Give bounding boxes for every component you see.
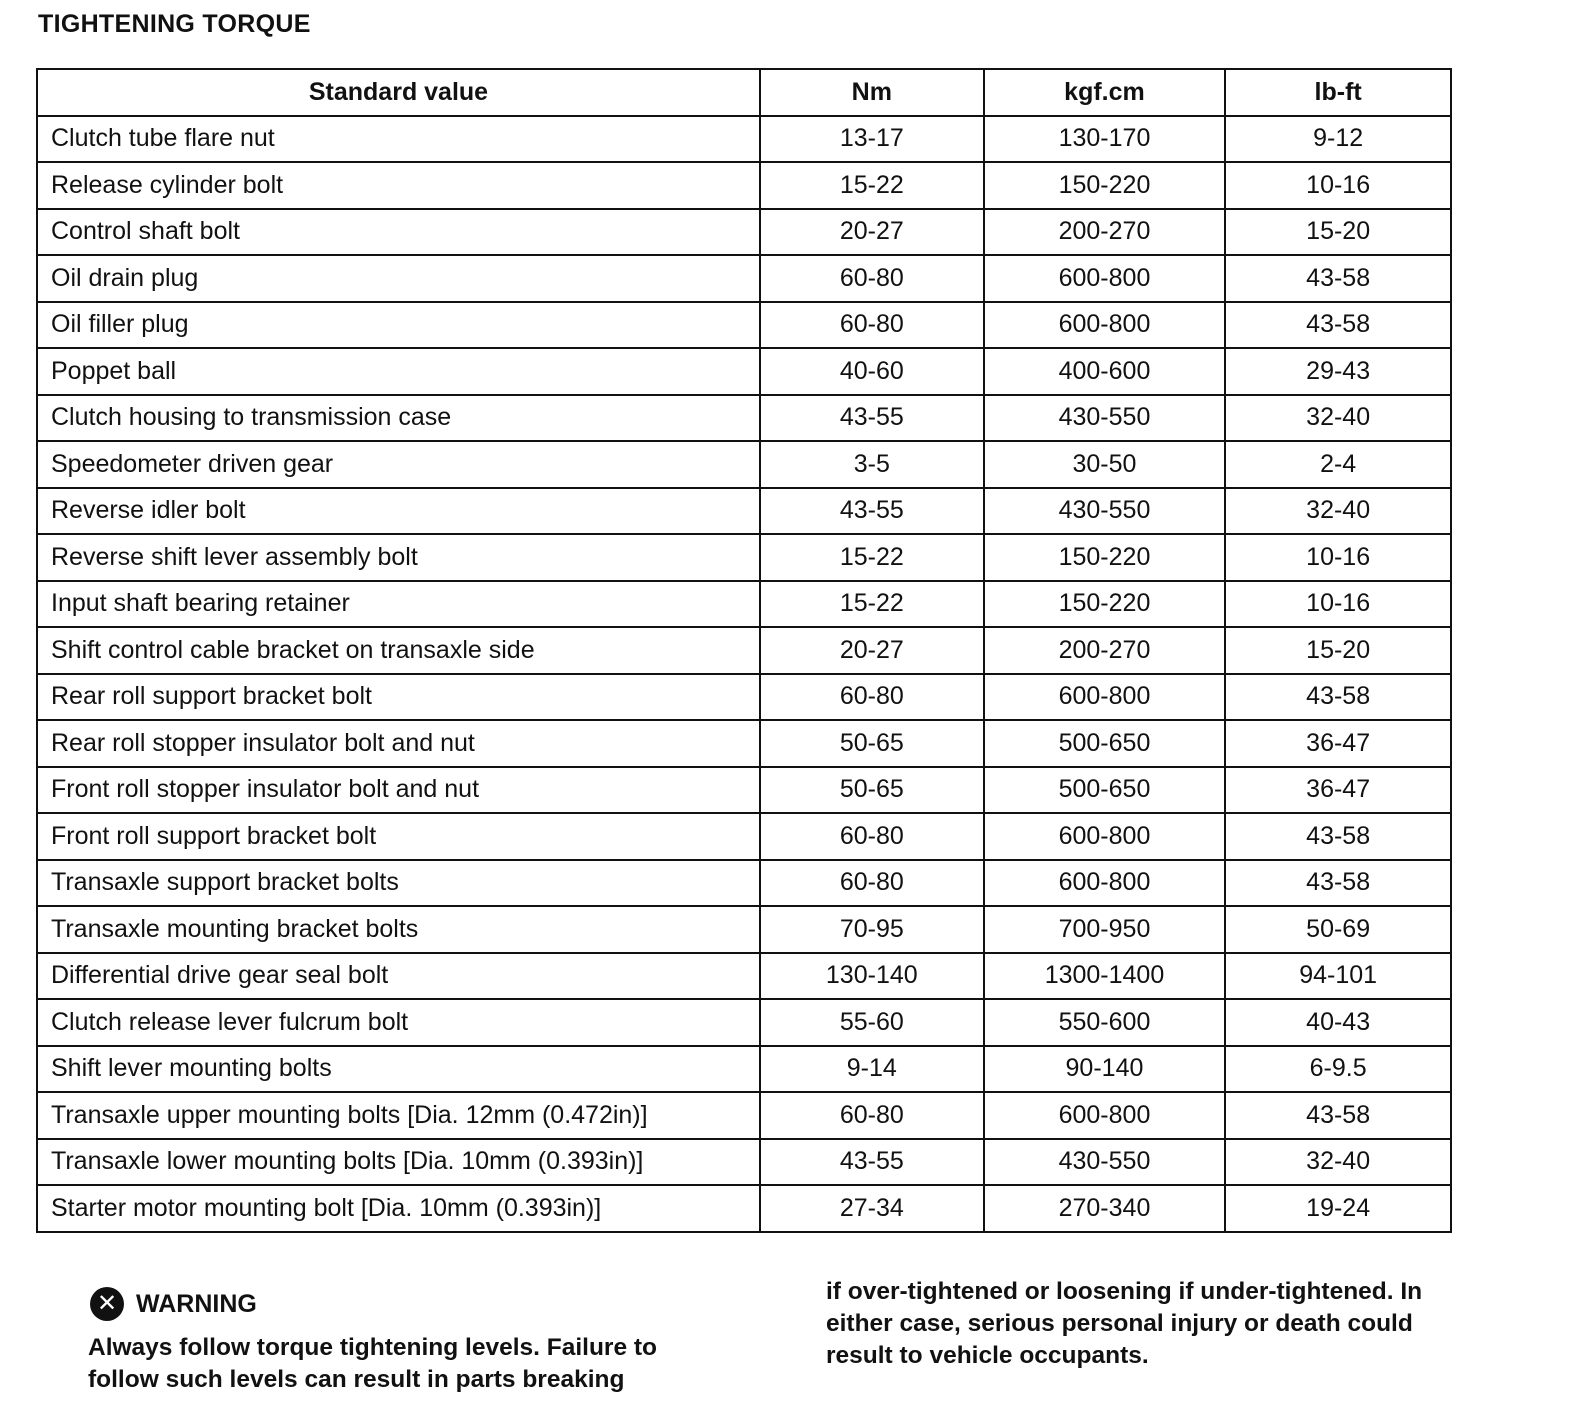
cell-lbft: 36-47 — [1225, 767, 1451, 814]
cell-lbft: 50-69 — [1225, 906, 1451, 953]
table-header-row — [37, 69, 1451, 116]
table-row — [37, 767, 1451, 814]
cell-nm: 20-27 — [760, 209, 984, 256]
cell-item: Speedometer driven gear — [37, 441, 760, 488]
cell-kgfcm: 500-650 — [984, 720, 1226, 767]
cell-item: Front roll support bracket bolt — [37, 813, 760, 860]
warning-label: WARNING — [136, 1289, 257, 1318]
cell-lbft: 43-58 — [1225, 813, 1451, 860]
cell-nm: 60-80 — [760, 674, 984, 721]
table-row — [37, 953, 1451, 1000]
cell-item: Transaxle support bracket bolts — [37, 860, 760, 907]
cell-item: Rear roll support bracket bolt — [37, 674, 760, 721]
table-row — [37, 116, 1451, 163]
cell-lbft: 43-58 — [1225, 302, 1451, 349]
cell-item: Clutch release lever fulcrum bolt — [37, 999, 760, 1046]
cell-item: Differential drive gear seal bolt — [37, 953, 760, 1000]
cell-item: Shift lever mounting bolts — [37, 1046, 760, 1093]
cell-lbft: 40-43 — [1225, 999, 1451, 1046]
cell-nm: 43-55 — [760, 1139, 984, 1186]
torque-table — [36, 68, 1452, 1233]
cell-lbft: 43-58 — [1225, 1092, 1451, 1139]
cell-kgfcm: 150-220 — [984, 534, 1226, 581]
cell-kgfcm: 600-800 — [984, 1092, 1226, 1139]
cell-kgfcm: 200-270 — [984, 627, 1226, 674]
cell-nm: 13-17 — [760, 116, 984, 163]
cell-item: Shift control cable bracket on transaxle side — [37, 627, 760, 674]
cell-nm: 9-14 — [760, 1046, 984, 1093]
table-row — [37, 999, 1451, 1046]
cell-lbft: 15-20 — [1225, 627, 1451, 674]
cell-item: Oil drain plug — [37, 255, 760, 302]
cell-lbft: 43-58 — [1225, 860, 1451, 907]
column-header-nm: Nm — [760, 69, 984, 116]
cell-kgfcm: 270-340 — [984, 1185, 1226, 1232]
cell-lbft: 29-43 — [1225, 348, 1451, 395]
table-row — [37, 906, 1451, 953]
cell-nm: 50-65 — [760, 720, 984, 767]
cell-kgfcm: 430-550 — [984, 488, 1226, 535]
table-row — [37, 488, 1451, 535]
cell-kgfcm: 150-220 — [984, 162, 1226, 209]
cell-nm: 43-55 — [760, 395, 984, 442]
cell-nm: 3-5 — [760, 441, 984, 488]
cell-lbft: 10-16 — [1225, 534, 1451, 581]
cell-item: Starter motor mounting bolt [Dia. 10mm (0.393in)] — [37, 1185, 760, 1232]
cell-item: Transaxle mounting bracket bolts — [37, 906, 760, 953]
cell-kgfcm: 150-220 — [984, 581, 1226, 628]
table-row — [37, 720, 1451, 767]
cell-kgfcm: 600-800 — [984, 813, 1226, 860]
cell-kgfcm: 600-800 — [984, 674, 1226, 721]
table-row — [37, 860, 1451, 907]
cell-lbft: 32-40 — [1225, 395, 1451, 442]
table-row — [37, 255, 1451, 302]
cell-nm: 15-22 — [760, 534, 984, 581]
cell-nm: 130-140 — [760, 953, 984, 1000]
cell-lbft: 94-101 — [1225, 953, 1451, 1000]
cell-nm: 40-60 — [760, 348, 984, 395]
table-row — [37, 1185, 1451, 1232]
cell-item: Poppet ball — [37, 348, 760, 395]
cell-kgfcm: 550-600 — [984, 999, 1226, 1046]
cell-kgfcm: 500-650 — [984, 767, 1226, 814]
cell-lbft: 6-9.5 — [1225, 1046, 1451, 1093]
cell-item: Reverse shift lever assembly bolt — [37, 534, 760, 581]
cell-nm: 50-65 — [760, 767, 984, 814]
cell-item: Clutch housing to transmission case — [37, 395, 760, 442]
cell-item: Transaxle lower mounting bolts [Dia. 10mm (0.393in)] — [37, 1139, 760, 1186]
cell-kgfcm: 90-140 — [984, 1046, 1226, 1093]
cell-nm: 15-22 — [760, 162, 984, 209]
table-row — [37, 348, 1451, 395]
cell-item: Oil filler plug — [37, 302, 760, 349]
page-title: TIGHTENING TORQUE — [38, 10, 311, 38]
cell-kgfcm: 430-550 — [984, 395, 1226, 442]
cell-item: Transaxle upper mounting bolts [Dia. 12mm (0.472in)] — [37, 1092, 760, 1139]
table-row — [37, 1092, 1451, 1139]
warning-heading — [90, 1287, 257, 1321]
cell-nm: 20-27 — [760, 627, 984, 674]
cell-lbft: 32-40 — [1225, 1139, 1451, 1186]
cell-nm: 60-80 — [760, 813, 984, 860]
cell-nm: 27-34 — [760, 1185, 984, 1232]
cell-nm: 70-95 — [760, 906, 984, 953]
cell-item: Clutch tube flare nut — [37, 116, 760, 163]
cell-item: Front roll stopper insulator bolt and nut — [37, 767, 760, 814]
table-row — [37, 302, 1451, 349]
cell-kgfcm: 130-170 — [984, 116, 1226, 163]
cell-nm: 43-55 — [760, 488, 984, 535]
cell-kgfcm: 400-600 — [984, 348, 1226, 395]
cell-item: Reverse idler bolt — [37, 488, 760, 535]
table-row — [37, 1139, 1451, 1186]
cell-nm: 60-80 — [760, 255, 984, 302]
cell-lbft: 32-40 — [1225, 488, 1451, 535]
cell-kgfcm: 200-270 — [984, 209, 1226, 256]
cell-lbft: 10-16 — [1225, 581, 1451, 628]
warning-text-right: if over-tightened or loosening if under-tightened. In either case, serious personal injury or death could result to vehicle occupants. — [826, 1278, 1423, 1369]
cell-lbft: 2-4 — [1225, 441, 1451, 488]
cell-item: Release cylinder bolt — [37, 162, 760, 209]
cell-lbft: 43-58 — [1225, 674, 1451, 721]
cell-item: Control shaft bolt — [37, 209, 760, 256]
cell-item: Input shaft bearing retainer — [37, 581, 760, 628]
cell-lbft: 15-20 — [1225, 209, 1451, 256]
table-row — [37, 534, 1451, 581]
column-header-lbft: lb-ft — [1225, 69, 1451, 116]
cell-nm: 60-80 — [760, 860, 984, 907]
table-row — [37, 1046, 1451, 1093]
table-row — [37, 162, 1451, 209]
cell-kgfcm: 30-50 — [984, 441, 1226, 488]
cell-kgfcm: 600-800 — [984, 302, 1226, 349]
cell-kgfcm: 700-950 — [984, 906, 1226, 953]
cell-lbft: 10-16 — [1225, 162, 1451, 209]
cell-kgfcm: 430-550 — [984, 1139, 1226, 1186]
cell-nm: 60-80 — [760, 1092, 984, 1139]
cell-kgfcm: 600-800 — [984, 255, 1226, 302]
table-row — [37, 627, 1451, 674]
cell-lbft: 19-24 — [1225, 1185, 1451, 1232]
table-row — [37, 813, 1451, 860]
cell-nm: 60-80 — [760, 302, 984, 349]
cell-item: Rear roll stopper insulator bolt and nut — [37, 720, 760, 767]
cell-lbft: 36-47 — [1225, 720, 1451, 767]
table-row — [37, 441, 1451, 488]
cell-kgfcm: 600-800 — [984, 860, 1226, 907]
table-body — [37, 116, 1451, 1232]
column-header-standard-value: Standard value — [37, 69, 760, 116]
table-row — [37, 395, 1451, 442]
cell-lbft: 9-12 — [1225, 116, 1451, 163]
table-row — [37, 674, 1451, 721]
table-row — [37, 581, 1451, 628]
close-circle-icon: ✕ — [90, 1287, 124, 1321]
cell-kgfcm: 1300-1400 — [984, 953, 1226, 1000]
cell-nm: 15-22 — [760, 581, 984, 628]
cell-lbft: 43-58 — [1225, 255, 1451, 302]
column-header-kgfcm: kgf.cm — [984, 69, 1226, 116]
cell-nm: 55-60 — [760, 999, 984, 1046]
warning-text-left: Always follow torque tightening levels. Failure to follow such levels can result in parts breaking — [88, 1334, 658, 1393]
table-row — [37, 209, 1451, 256]
